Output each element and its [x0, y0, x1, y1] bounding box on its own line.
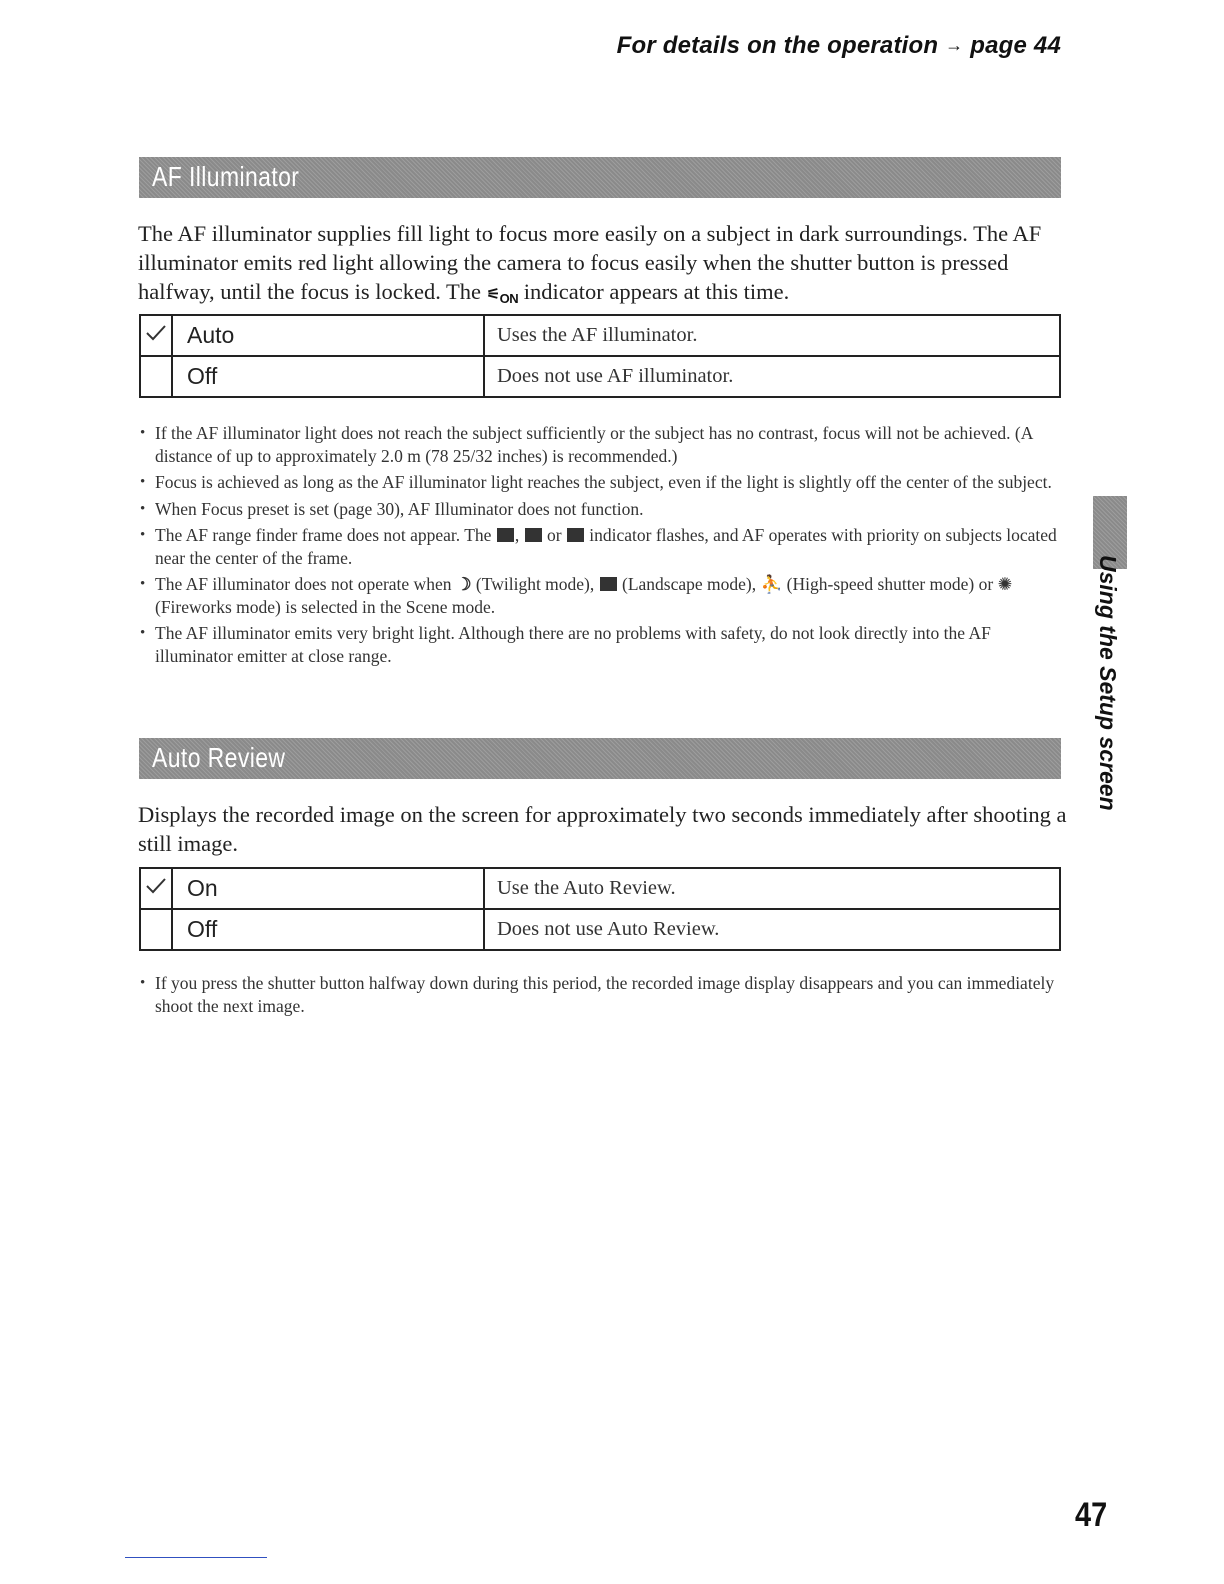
header-page-ref[interactable]: page 44 [970, 32, 1061, 59]
option-name: Off [172, 909, 484, 950]
auto-review-intro: Displays the recorded image on the screen for approximately two seconds immediately after shooting a still image. [138, 802, 1067, 856]
list-item: • If you press the shutter button halfway down during this period, the recorded image display disappears and you can immediately shoot the next image. [139, 972, 1064, 1017]
table-row [140, 356, 1060, 397]
scene-mode-icon [497, 528, 514, 542]
page-header [617, 32, 1061, 60]
default-check-icon [140, 868, 172, 909]
auto-review-notes [139, 972, 1064, 1021]
list-item: • When Focus preset is set (page 30), AF Illuminator does not function. [139, 498, 1064, 521]
af-illuminator-intro: The AF illuminator supplies fill light to focus more easily on a subject in dark surroundings. The AF illuminator emits red light allowing the camera to focus easily when the shutter button is pressed halfway, until the focus is locked. The $⚟_{ON}$ indicator appears at this time. [138, 219, 1068, 313]
chapter-tab-label: Using the Setup screen [1095, 555, 1121, 811]
list-item: • The AF illuminator does not operate when ☽ (Twilight mode), (Landscape mode), ⛹ (High-speed shutter mode) or ✺ (Fireworks mode) is selected in the Scene mode. [139, 573, 1064, 618]
section-title: Auto Review [152, 742, 286, 773]
section-title-bar-auto-review [139, 738, 1061, 779]
table-row [140, 868, 1060, 909]
table-row [140, 315, 1060, 356]
high-speed-shutter-icon: ⛹ [760, 574, 783, 594]
option-description: Does not use AF illuminator. [484, 356, 1060, 397]
camera-mode-icon [567, 528, 584, 542]
option-name: On [172, 868, 484, 909]
option-description: Uses the AF illuminator. [484, 315, 1060, 356]
table-row [140, 909, 1060, 950]
af-illuminator-notes [139, 422, 1064, 671]
fireworks-mode-icon: ✺ [997, 574, 1013, 594]
option-name: Auto [172, 315, 484, 356]
list-item: • Focus is achieved as long as the AF illuminator light reaches the subject, even if the light is slightly off the center of the subject. [139, 471, 1064, 494]
section-title-bar-af-illuminator [139, 157, 1061, 198]
arrow-right-icon: → [945, 35, 964, 55]
twilight-mode-icon: ☽ [455, 574, 472, 594]
list-item: • The AF illuminator emits very bright light. Although there are no problems with safety, do not look directly into the AF illuminator emitter at close range. [139, 622, 1064, 667]
header-text: For details on the operation [616, 32, 939, 59]
option-description: Use the Auto Review. [484, 868, 1060, 909]
option-description: Does not use Auto Review. [484, 909, 1060, 950]
footer-divider [125, 1557, 267, 1558]
default-check-icon [140, 315, 172, 356]
list-item: • If the AF illuminator light does not reach the subject sufficiently or the subject has no contrast, focus will not be achieved. (A distance of up to approximately 2.0 m (78 25/32 inches) is recommended.) [139, 422, 1064, 467]
af-illuminator-on-icon: $⚟_{ON}$ [486, 286, 519, 306]
section-title: AF Illuminator [152, 161, 300, 192]
list-item: • The AF range finder frame does not appear. The , or indicator flashes, and AF operates with priority on subjects located near the center of the frame. [139, 524, 1064, 569]
macro-mode-icon [525, 528, 542, 542]
landscape-mode-icon [600, 577, 617, 591]
auto-review-options-table [139, 867, 1061, 951]
page-number: 47 [1075, 1496, 1108, 1534]
af-illuminator-options-table [139, 314, 1061, 398]
option-name: Off [172, 356, 484, 397]
